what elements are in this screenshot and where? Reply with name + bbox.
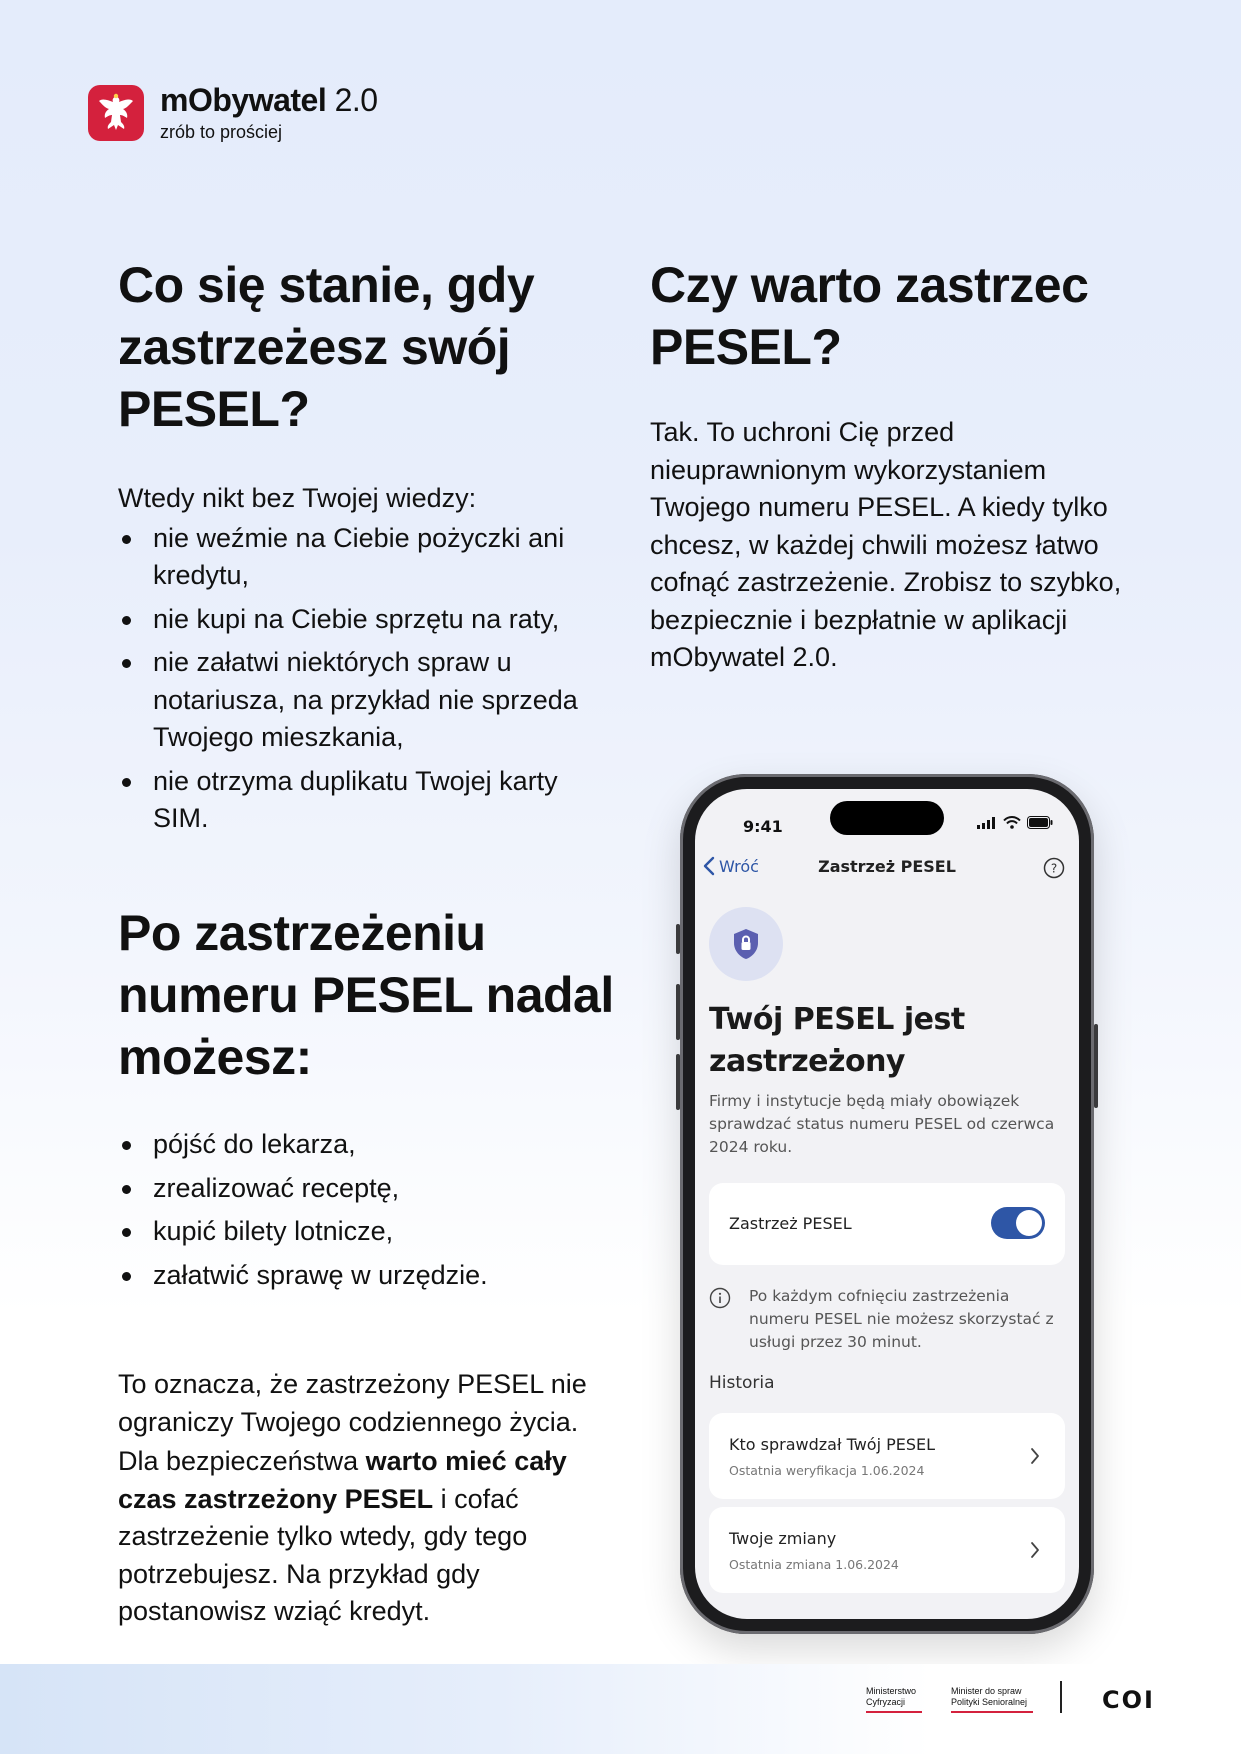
phone-screen — [695, 789, 1079, 1619]
emphasis-text: warto mieć cały czas zastrzeżony PESEL — [118, 1446, 567, 1514]
history-item-title: Kto sprawdzał Twój PESEL — [729, 1435, 936, 1454]
history-item-verifications[interactable] — [709, 1413, 1065, 1499]
wifi-icon — [1003, 816, 1021, 829]
section-title-consequences: Co się stanie, gdy zastrzeżesz swój PESEL? — [118, 257, 535, 437]
section-worth — [650, 254, 1130, 677]
status-icons — [977, 816, 1053, 829]
section-title-still-can: Po zastrzeżeniu numeru PESEL nadal możesz: — [118, 905, 614, 1085]
info-text: Po każdym cofnięciu zastrzeżenia numeru PESEL nie możesz skorzystać z usługi przez 30 minut. — [749, 1287, 1054, 1351]
phone-mockup — [680, 774, 1094, 1634]
chevron-right-icon — [1029, 1540, 1041, 1560]
shield-badge — [709, 907, 783, 981]
history-item-subtitle: Ostatnia weryfikacja 1.06.2024 — [729, 1463, 925, 1478]
back-label: Wróć — [719, 856, 759, 876]
list-item: nie weźmie na Ciebie pożyczki ani kredytu, — [118, 520, 598, 595]
brand-header — [88, 82, 378, 144]
shield-lock-icon — [731, 927, 761, 961]
list-item: nie kupi na Ciebie sprzętu na raty, — [118, 601, 598, 639]
history-item-changes[interactable] — [709, 1507, 1065, 1593]
list-item: zrealizować receptę, — [118, 1170, 618, 1208]
svg-text:?: ? — [1050, 861, 1058, 876]
footer-band — [0, 1664, 1241, 1754]
battery-icon — [1027, 816, 1053, 829]
consequences-list — [118, 520, 598, 838]
app-tagline: zrób to prościej — [160, 122, 283, 142]
list-item: nie załatwi niektórych spraw u notariusza, na przykład nie sprzeda Twojego mieszkania, — [118, 644, 598, 757]
section-title-worth: Czy warto zastrzec PESEL? — [650, 257, 1089, 375]
chevron-right-icon — [1029, 1446, 1041, 1466]
history-item-title: Twoje zmiany — [729, 1529, 837, 1548]
section-consequences — [118, 254, 598, 844]
signal-icon — [977, 817, 997, 829]
nav-title: Zastrzeż PESEL — [818, 857, 956, 876]
help-icon[interactable] — [1043, 857, 1065, 883]
list-item: pójść do lekarza, — [118, 1126, 618, 1164]
section-worth-body: Tak. To uchroni Cię przed nieuprawnionym wykorzystaniem Twojego numeru PESEL. A kiedy tylko chcesz, w każdej chwili możesz łatwo cofnąć zastrzeżenie. Zrobisz to szybko, bezpiecznie i bezpłatnie w aplikacji mObywatel 2.0. — [650, 417, 1122, 672]
history-title: Historia — [709, 1373, 775, 1393]
section-still-can — [118, 902, 618, 1631]
list-item: kupić bilety lotnicze, — [118, 1213, 618, 1251]
still-can-list — [118, 1126, 618, 1294]
still-can-para1: To oznacza, że zastrzeżony PESEL nie ograniczy Twojego codziennego życia. — [118, 1369, 587, 1437]
app-name: mObywatel 2.0 — [160, 82, 378, 118]
polish-eagle-icon — [88, 85, 144, 141]
phone-description: Firmy i instytucje będą miały obowiązek sprawdzać status numeru PESEL od czerwca 2024 roku. — [709, 1092, 1055, 1156]
phone-heading: Twój PESEL jest zastrzeżony — [709, 1002, 965, 1079]
history-item-subtitle: Ostatnia zmiana 1.06.2024 — [729, 1557, 899, 1572]
list-item: załatwić sprawę w urzędzie. — [118, 1257, 618, 1295]
dynamic-island — [830, 801, 944, 835]
toggle-card — [709, 1183, 1065, 1265]
info-icon — [709, 1287, 731, 1309]
still-can-para2: Dla bezpieczeństwa warto mieć cały czas zastrzeżony PESEL i cofać zastrzeżenie tylko wtedy, gdy tego potrzebujesz. Na przykład gdy postanowisz wziąć kredyt. — [118, 1446, 567, 1626]
pesel-lock-toggle[interactable] — [991, 1207, 1045, 1239]
section-intro: Wtedy nikt bez Twojej wiedzy: — [118, 483, 477, 513]
ministry-digital-logo: Ministerstwo Cyfryzacji — [866, 1686, 917, 1707]
toggle-label: Zastrzeż PESEL — [729, 1214, 852, 1233]
app-version: 2.0 — [326, 82, 378, 118]
ministry-senior-logo: Minister do spraw Polityki Senioralnej — [951, 1686, 1028, 1707]
list-item: nie otrzyma duplikatu Twojej karty SIM. — [118, 763, 598, 838]
footer-divider — [1060, 1681, 1062, 1713]
status-time: 9:41 — [743, 817, 783, 836]
coi-logo: COI — [1102, 1686, 1155, 1714]
